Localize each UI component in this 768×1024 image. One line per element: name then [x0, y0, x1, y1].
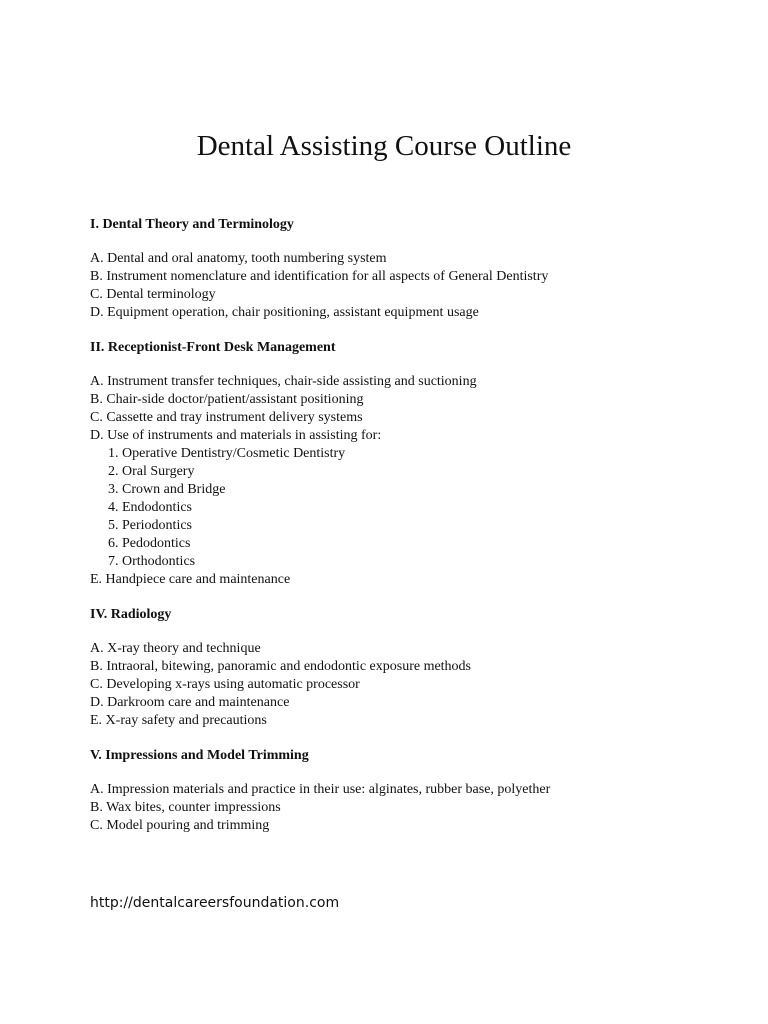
- list-item: D. Darkroom care and maintenance: [90, 695, 290, 710]
- list-item: A. X-ray theory and technique: [90, 641, 261, 656]
- list-item: B. Intraoral, bitewing, panoramic and endodontic exposure methods: [90, 659, 472, 674]
- list-item: B. Wax bites, counter impressions: [90, 800, 281, 815]
- section-impressions: [90, 747, 710, 835]
- sub-list-item: 4. Endodontics: [108, 500, 192, 515]
- section-heading: I. Dental Theory and Terminology: [90, 217, 294, 232]
- sub-list-item: 7. Orthodontics: [108, 554, 196, 569]
- list-item: A. Instrument transfer techniques, chair-side assisting and suctioning: [90, 374, 477, 389]
- list-item: E. Handpiece care and maintenance: [90, 572, 291, 587]
- list-item: D. Equipment operation, chair positioning, assistant equipment usage: [90, 305, 479, 320]
- sub-list-item: 3. Crown and Bridge: [108, 482, 226, 497]
- list-item: E. X-ray safety and precautions: [90, 713, 267, 728]
- list-item: B. Chair-side doctor/patient/assistant positioning: [90, 392, 364, 407]
- page-title: Dental Assisting Course Outline: [196, 130, 572, 162]
- section-receptionist: [90, 339, 710, 589]
- section-dental-theory: [90, 216, 710, 322]
- list-item: C. Model pouring and trimming: [90, 818, 270, 833]
- list-item: D. Use of instruments and materials in assisting for:: [90, 428, 382, 443]
- sub-list-item: 1. Operative Dentistry/Cosmetic Dentistry: [108, 446, 346, 461]
- list-item: C. Cassette and tray instrument delivery systems: [90, 410, 363, 425]
- section-heading: V. Impressions and Model Trimming: [90, 748, 309, 763]
- list-item: A. Dental and oral anatomy, tooth numbering system: [90, 251, 387, 266]
- list-item: C. Dental terminology: [90, 287, 216, 302]
- sub-list-item: 5. Periodontics: [108, 518, 192, 533]
- section-heading: IV. Radiology: [90, 607, 172, 622]
- outline-content: [90, 216, 710, 852]
- list-item: B. Instrument nomenclature and identification for all aspects of General Dentistry: [90, 269, 549, 284]
- footer-url-link[interactable]: http://dentalcareersfoundation.com: [90, 895, 340, 911]
- sub-list-item: 2. Oral Surgery: [108, 464, 195, 479]
- list-item: A. Impression materials and practice in their use: alginates, rubber base, polyether: [90, 782, 551, 797]
- sub-list: [90, 445, 710, 571]
- sub-list-item: 6. Pedodontics: [108, 536, 191, 551]
- section-heading: II. Receptionist-Front Desk Management: [90, 340, 336, 355]
- section-radiology: [90, 606, 710, 730]
- list-item: C. Developing x-rays using automatic processor: [90, 677, 360, 692]
